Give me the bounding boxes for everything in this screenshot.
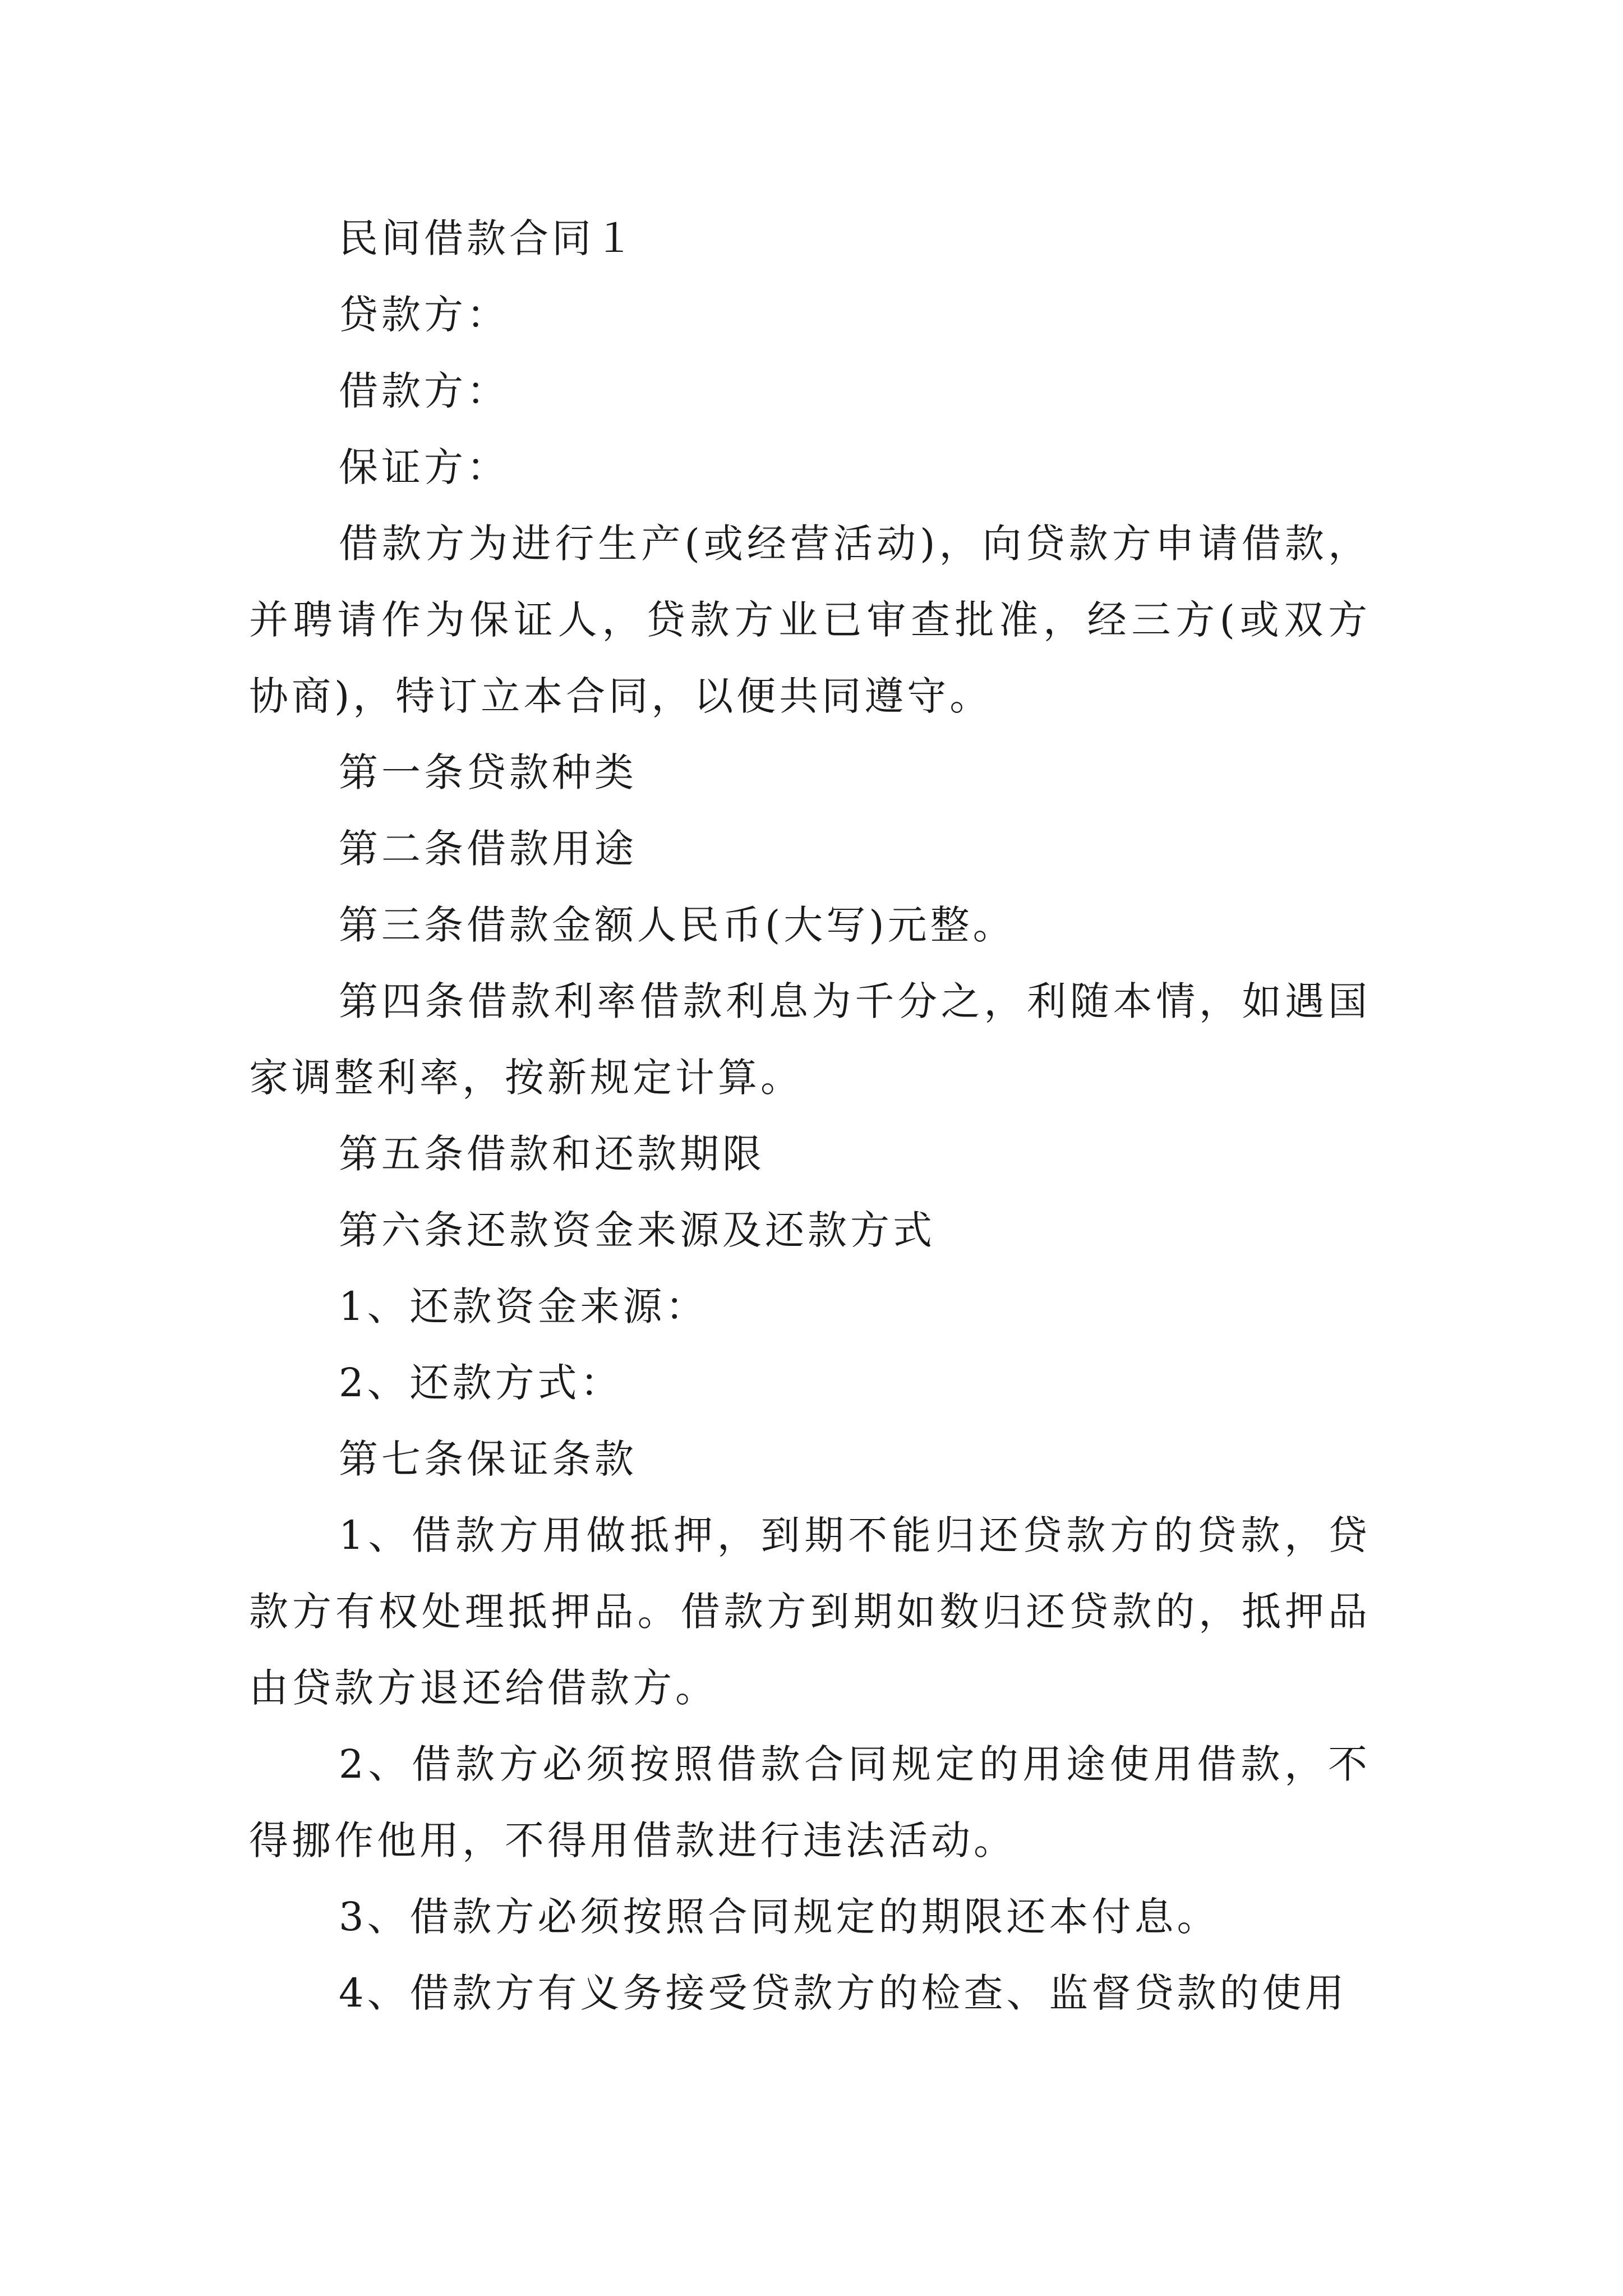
article-5: 第五条借款和还款期限	[339, 1131, 765, 1177]
article-7-item-3: 3、借款方必须按照合同规定的期限还本付息。	[339, 1894, 1220, 1940]
article-2: 第二条借款用途	[339, 826, 637, 872]
lender-line: 贷款方：	[339, 292, 509, 338]
article-7-item-4: 4、借款方有义务接受贷款方的检查、监督贷款的使用	[339, 1970, 1348, 2016]
preamble-paragraph: 借款方为进行生产(或经营活动)，向贷款方申请借款，并聘请作为保证人，贷款方业已审查批准，经三方(或双方协商)，特订立本合同，以便共同遵守。	[249, 521, 1371, 719]
article-7: 第七条保证条款	[339, 1436, 637, 1482]
article-6: 第六条还款资金来源及还款方式	[339, 1207, 935, 1253]
document-body	[249, 200, 1371, 2031]
document-title: 民间借款合同１	[339, 215, 637, 261]
guarantor-line: 保证方：	[339, 444, 509, 490]
article-7-item-2: 2、借款方必须按照借款合同规定的用途使用借款，不得挪作他用，不得用借款进行违法活动。	[249, 1741, 1371, 1864]
article-6-item-2: 2、还款方式：	[339, 1360, 623, 1406]
article-1: 第一条贷款种类	[339, 749, 637, 795]
article-6-item-1: 1、还款资金来源：	[339, 1283, 708, 1329]
borrower-line: 借款方：	[339, 368, 509, 414]
article-4: 第四条借款利率借款利息为千分之，利随本情，如遇国家调整利率，按新规定计算。	[249, 978, 1371, 1101]
article-7-item-1: 1、借款方用做抵押，到期不能归还贷款方的贷款，贷款方有权处理抵押品。借款方到期如数归还贷款的，抵押品由贷款方退还给借款方。	[249, 1512, 1371, 1711]
article-3: 第三条借款金额人民币(大写)元整。	[339, 902, 1016, 948]
